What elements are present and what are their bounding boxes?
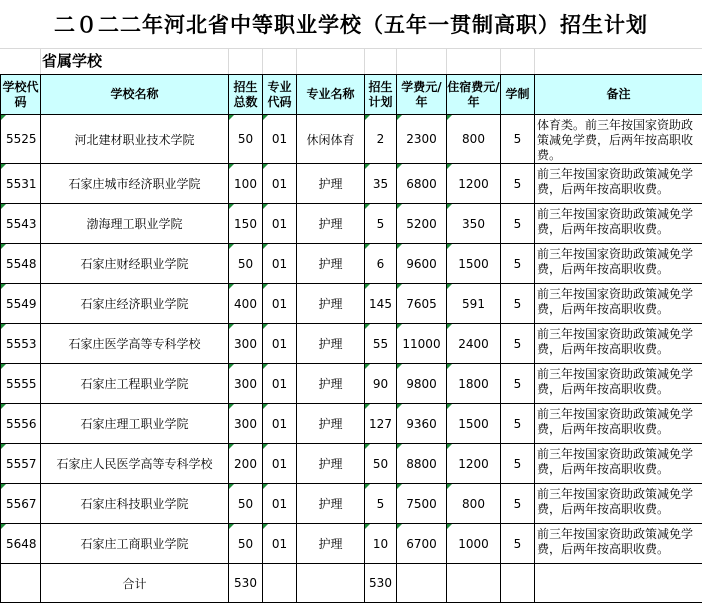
cell-major-code[interactable]: 01 xyxy=(263,364,297,404)
cell-empty[interactable] xyxy=(501,564,535,603)
cell-school-name[interactable]: 石家庄科技职业学院 xyxy=(41,484,229,524)
total-row xyxy=(1,564,702,603)
cell-years[interactable]: 5 xyxy=(501,244,535,284)
cell-school-code[interactable]: 5549 xyxy=(1,284,41,324)
cell-major-name[interactable]: 护理 xyxy=(297,444,365,484)
total-plan[interactable]: 530 xyxy=(365,564,397,603)
cell-note[interactable]: 前三年按国家资助政策减免学费，后两年按高职收费。 xyxy=(535,404,702,444)
cell-plan[interactable]: 55 xyxy=(365,324,397,364)
cell-years[interactable]: 5 xyxy=(501,324,535,364)
cell-major-code[interactable]: 01 xyxy=(263,204,297,244)
cell-school-name[interactable]: 石家庄财经职业学院 xyxy=(41,244,229,284)
cell-school-code[interactable]: 5531 xyxy=(1,164,41,204)
cell-lodging[interactable]: 2400 xyxy=(447,324,501,364)
table-row xyxy=(1,404,702,444)
cell-major-name[interactable]: 护理 xyxy=(297,484,365,524)
table-row xyxy=(1,244,702,284)
cell-major-name[interactable]: 护理 xyxy=(297,204,365,244)
cell-years[interactable]: 5 xyxy=(501,115,535,164)
cell-tuition[interactable]: 6800 xyxy=(397,164,447,204)
cell-school-code[interactable]: 5648 xyxy=(1,524,41,564)
cell-school-name[interactable]: 石家庄医学高等专科学校 xyxy=(41,324,229,364)
cell-major-name[interactable]: 护理 xyxy=(297,284,365,324)
cell-plan[interactable]: 127 xyxy=(365,404,397,444)
table-row xyxy=(1,204,702,244)
cell-tuition[interactable]: 11000 xyxy=(397,324,447,364)
cell-total[interactable]: 150 xyxy=(229,204,263,244)
cell-total[interactable]: 300 xyxy=(229,324,263,364)
cell-note[interactable]: 前三年按国家资助政策减免学费，后两年按高职收费。 xyxy=(535,204,702,244)
cell-total[interactable]: 100 xyxy=(229,164,263,204)
cell-lodging[interactable]: 1200 xyxy=(447,444,501,484)
cell-empty[interactable] xyxy=(297,564,365,603)
cell-tuition[interactable]: 2300 xyxy=(397,115,447,164)
cell-years[interactable]: 5 xyxy=(501,484,535,524)
cell-lodging[interactable]: 1800 xyxy=(447,364,501,404)
cell-note[interactable]: 前三年按国家资助政策减免学费，后两年按高职收费。 xyxy=(535,524,702,564)
cell-tuition[interactable]: 9800 xyxy=(397,364,447,404)
cell-major-code[interactable]: 01 xyxy=(263,164,297,204)
header-plan: 招生计划 xyxy=(365,75,397,115)
cell-school-code[interactable]: 5567 xyxy=(1,484,41,524)
cell-note[interactable]: 前三年按国家资助政策减免学费，后两年按高职收费。 xyxy=(535,244,702,284)
cell-school-name[interactable]: 石家庄理工职业学院 xyxy=(41,404,229,444)
cell-school-name[interactable]: 石家庄人民医学高等专科学校 xyxy=(41,444,229,484)
cell-years[interactable]: 5 xyxy=(501,444,535,484)
cell-total[interactable]: 50 xyxy=(229,115,263,164)
cell-total[interactable]: 300 xyxy=(229,404,263,444)
cell-major-code[interactable]: 01 xyxy=(263,524,297,564)
cell-empty[interactable] xyxy=(535,564,702,603)
cell-total[interactable]: 50 xyxy=(229,244,263,284)
cell-total[interactable]: 50 xyxy=(229,524,263,564)
header-years: 学制 xyxy=(501,75,535,115)
cell-lodging[interactable]: 800 xyxy=(447,484,501,524)
table-row xyxy=(1,444,702,484)
table-row xyxy=(1,115,702,164)
cell-years[interactable]: 5 xyxy=(501,204,535,244)
cell-lodging[interactable]: 1500 xyxy=(447,404,501,444)
cell-plan[interactable]: 50 xyxy=(365,444,397,484)
cell-school-name[interactable]: 石家庄工程职业学院 xyxy=(41,364,229,404)
cell-empty[interactable] xyxy=(1,564,41,603)
cell-major-code[interactable]: 01 xyxy=(263,484,297,524)
cell-major-name[interactable]: 护理 xyxy=(297,364,365,404)
cell-major-code[interactable]: 01 xyxy=(263,324,297,364)
table-row xyxy=(1,324,702,364)
cell-major-name[interactable]: 护理 xyxy=(297,244,365,284)
table-row xyxy=(1,164,702,204)
cell-lodging[interactable]: 1000 xyxy=(447,524,501,564)
cell-school-name[interactable]: 渤海理工职业学院 xyxy=(41,204,229,244)
cell-plan[interactable]: 35 xyxy=(365,164,397,204)
header-total: 招生总数 xyxy=(229,75,263,115)
cell-lodging[interactable]: 591 xyxy=(447,284,501,324)
header-major-code: 专业代码 xyxy=(263,75,297,115)
cell-school-name[interactable]: 石家庄城市经济职业学院 xyxy=(41,164,229,204)
cell-school-code[interactable]: 5543 xyxy=(1,204,41,244)
table-body xyxy=(1,115,702,603)
cell-school-name[interactable]: 石家庄经济职业学院 xyxy=(41,284,229,324)
total-count[interactable]: 530 xyxy=(229,564,263,603)
enrollment-table xyxy=(0,74,702,603)
header-school-name: 学校名称 xyxy=(41,75,229,115)
cell-lodging[interactable]: 1200 xyxy=(447,164,501,204)
cell-years[interactable]: 5 xyxy=(501,404,535,444)
cell-school-name[interactable]: 河北建材职业技术学院 xyxy=(41,115,229,164)
cell-total[interactable]: 400 xyxy=(229,284,263,324)
cell-major-code[interactable]: 01 xyxy=(263,284,297,324)
cell-plan[interactable]: 2 xyxy=(365,115,397,164)
cell-school-code[interactable]: 5556 xyxy=(1,404,41,444)
header-note: 备注 xyxy=(535,75,702,115)
cell-tuition[interactable]: 6700 xyxy=(397,524,447,564)
cell-school-code[interactable]: 5557 xyxy=(1,444,41,484)
cell-tuition[interactable]: 7500 xyxy=(397,484,447,524)
cell-years[interactable]: 5 xyxy=(501,284,535,324)
cell-tuition[interactable]: 9600 xyxy=(397,244,447,284)
cell-school-code[interactable]: 5525 xyxy=(1,115,41,164)
cell-plan[interactable]: 145 xyxy=(365,284,397,324)
cell-note[interactable]: 前三年按国家资助政策减免学费，后两年按高职收费。 xyxy=(535,444,702,484)
table-row xyxy=(1,284,702,324)
cell-major-name[interactable]: 护理 xyxy=(297,404,365,444)
cell-major-code[interactable]: 01 xyxy=(263,444,297,484)
section-subtitle: 省属学校 xyxy=(42,50,102,71)
cell-major-code[interactable]: 01 xyxy=(263,404,297,444)
cell-years[interactable]: 5 xyxy=(501,164,535,204)
cell-note[interactable]: 体育类。前三年按国家资助政策减免学费，后两年按高职收费。 xyxy=(535,115,702,164)
cell-major-name[interactable]: 护理 xyxy=(297,524,365,564)
cell-lodging[interactable]: 800 xyxy=(447,115,501,164)
cell-empty[interactable] xyxy=(447,564,501,603)
cell-major-name[interactable]: 护理 xyxy=(297,324,365,364)
header-major-name: 专业名称 xyxy=(297,75,365,115)
table-row xyxy=(1,484,702,524)
cell-note[interactable]: 前三年按国家资助政策减免学费，后两年按高职收费。 xyxy=(535,284,702,324)
header-tuition: 学费元/年 xyxy=(397,75,447,115)
cell-major-code[interactable]: 01 xyxy=(263,244,297,284)
cell-tuition[interactable]: 9360 xyxy=(397,404,447,444)
cell-note[interactable]: 前三年按国家资助政策减免学费，后两年按高职收费。 xyxy=(535,324,702,364)
cell-tuition[interactable]: 7605 xyxy=(397,284,447,324)
table-row xyxy=(1,524,702,564)
total-label[interactable]: 合计 xyxy=(41,564,229,603)
cell-lodging[interactable]: 350 xyxy=(447,204,501,244)
cell-lodging[interactable]: 1500 xyxy=(447,244,501,284)
table-header-row xyxy=(1,75,702,115)
cell-note[interactable]: 前三年按国家资助政策减免学费，后两年按高职收费。 xyxy=(535,164,702,204)
sheet-title: 二０二二年河北省中等职业学校（五年一贯制高职）招生计划 xyxy=(0,0,702,49)
cell-school-code[interactable]: 5548 xyxy=(1,244,41,284)
cell-plan[interactable]: 10 xyxy=(365,524,397,564)
cell-note[interactable]: 前三年按国家资助政策减免学费，后两年按高职收费。 xyxy=(535,484,702,524)
cell-plan[interactable]: 5 xyxy=(365,204,397,244)
cell-empty[interactable] xyxy=(263,564,297,603)
cell-tuition[interactable]: 5200 xyxy=(397,204,447,244)
cell-school-code[interactable]: 5555 xyxy=(1,364,41,404)
cell-plan[interactable]: 90 xyxy=(365,364,397,404)
cell-major-code[interactable]: 01 xyxy=(263,115,297,164)
cell-plan[interactable]: 5 xyxy=(365,484,397,524)
cell-major-name[interactable]: 休闲体育 xyxy=(297,115,365,164)
cell-tuition[interactable]: 8800 xyxy=(397,444,447,484)
cell-plan[interactable]: 6 xyxy=(365,244,397,284)
cell-years[interactable]: 5 xyxy=(501,524,535,564)
cell-total[interactable]: 50 xyxy=(229,484,263,524)
cell-total[interactable]: 200 xyxy=(229,444,263,484)
table-row xyxy=(1,364,702,404)
header-school-code: 学校代码 xyxy=(1,75,41,115)
header-lodging: 住宿费元/年 xyxy=(447,75,501,115)
cell-total[interactable]: 300 xyxy=(229,364,263,404)
cell-major-name[interactable]: 护理 xyxy=(297,164,365,204)
subtitle-row xyxy=(0,48,702,75)
cell-school-code[interactable]: 5553 xyxy=(1,324,41,364)
cell-note[interactable]: 前三年按国家资助政策减免学费，后两年按高职收费。 xyxy=(535,364,702,404)
cell-empty[interactable] xyxy=(397,564,447,603)
cell-years[interactable]: 5 xyxy=(501,364,535,404)
cell-school-name[interactable]: 石家庄工商职业学院 xyxy=(41,524,229,564)
